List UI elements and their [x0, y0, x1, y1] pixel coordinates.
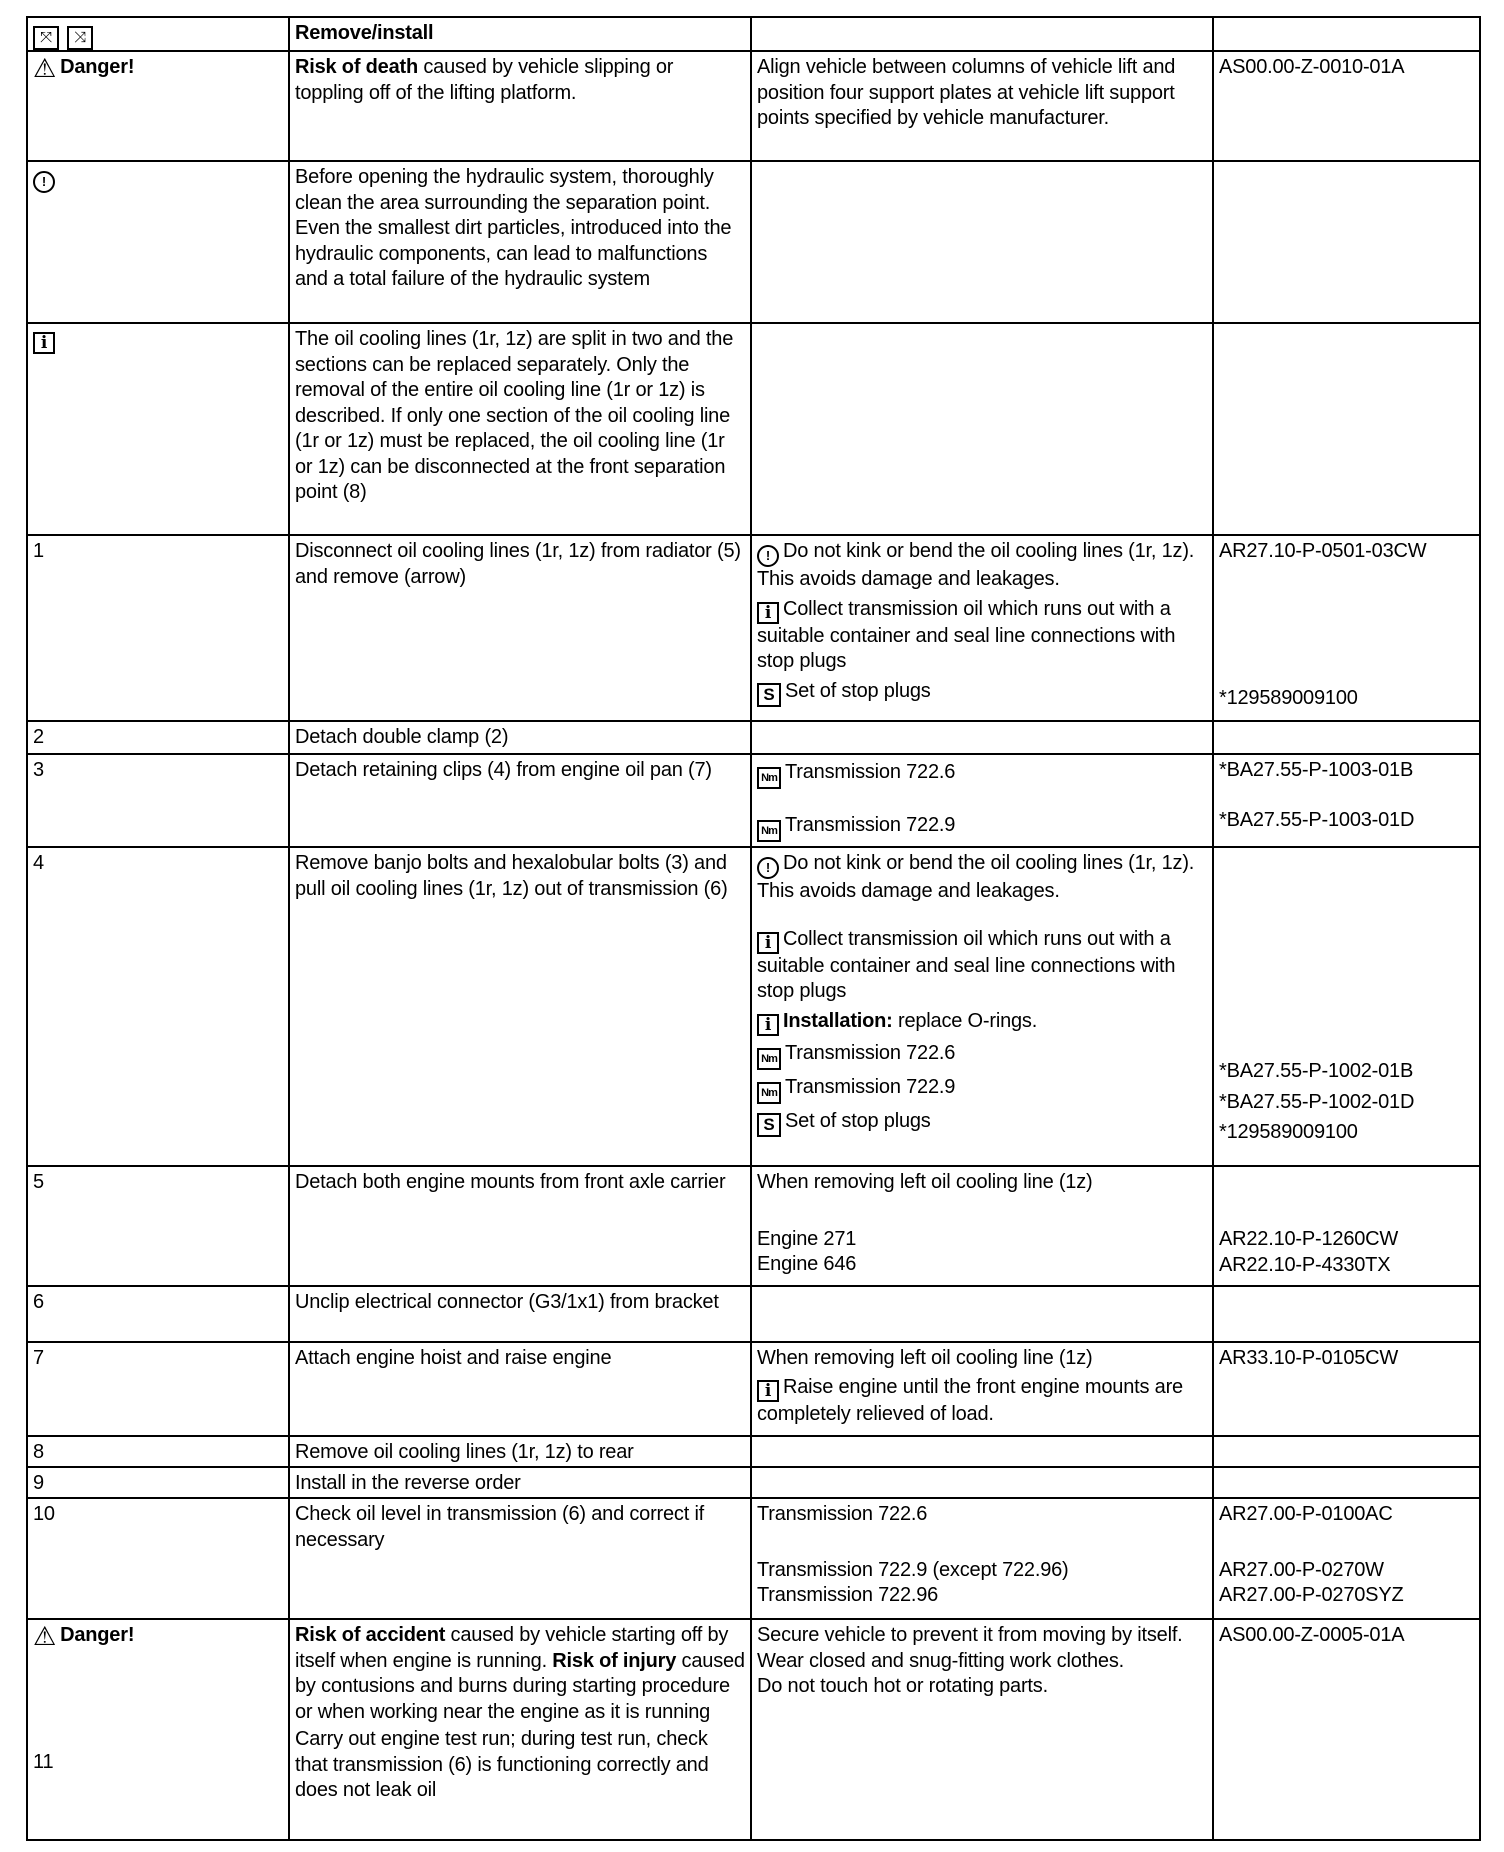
caution-icon: !: [33, 171, 55, 193]
note: Transmission 722.9: [785, 814, 956, 836]
info-icon: i: [757, 602, 779, 624]
info-icon: i: [757, 932, 779, 954]
step-text: Check oil level in transmission (6) and correct if necessary: [289, 1498, 751, 1619]
table-row: [27, 721, 1480, 754]
risk-label: Risk of injury: [552, 1649, 677, 1672]
step-number: 9: [27, 1467, 289, 1498]
step-number: 11: [33, 1751, 54, 1773]
note: Do not kink or bend the oil cooling lines (1r, 1z). This avoids damage and leakages.: [757, 540, 1195, 590]
step-text: Remove oil cooling lines (1r, 1z) to rear: [289, 1436, 751, 1467]
document-link[interactable]: AR27.00-P-0270SYZ: [1219, 1584, 1404, 1606]
table-row: [27, 535, 1480, 721]
procedure-table: [26, 16, 1481, 1841]
note: Transmission 722.6: [757, 1503, 928, 1525]
note: Transmission 722.9: [785, 1075, 956, 1098]
step-text: Carry out engine test run; during test run, check that transmission (6) is functioning correctly and does not leak oil: [295, 1728, 709, 1801]
document-link[interactable]: AR27.00-P-0100AC: [1219, 1503, 1393, 1525]
table-row: [27, 1619, 1480, 1840]
table-row: [27, 1166, 1480, 1286]
step-number: 10: [27, 1498, 289, 1619]
special-tool-icon: S: [757, 683, 781, 707]
table-row: [27, 1498, 1480, 1619]
step-number: 6: [27, 1286, 289, 1342]
info-icon: i: [33, 332, 55, 354]
document-link[interactable]: AR22.10-P-1260CW: [1219, 1228, 1399, 1250]
step-number: 2: [27, 721, 289, 754]
step-text: Attach engine hoist and raise engine: [289, 1342, 751, 1436]
table-row: [27, 1342, 1480, 1436]
table-row: [27, 754, 1480, 847]
danger-label: Danger!: [60, 1624, 135, 1647]
step-number: 7: [27, 1342, 289, 1436]
document-link[interactable]: AS00.00-Z-0005-01A: [1219, 1624, 1405, 1646]
torque-icon: Nm: [757, 767, 781, 789]
risk-text: caused by vehicle starting off by itself when engine is running.: [295, 1624, 729, 1672]
note: Set of stop plugs: [785, 1109, 931, 1132]
step-text: Detach retaining clips (4) from engine oil pan (7): [289, 754, 751, 847]
note: Transmission 722.6: [785, 1041, 956, 1064]
info-icon: i: [757, 1014, 779, 1036]
document-link[interactable]: AR27.00-P-0270W: [1219, 1558, 1384, 1581]
step-text: Remove banjo bolts and hexalobular bolts (3) and pull oil cooling lines (1r, 1z) out of transmission (6): [289, 847, 751, 1166]
note: Collect transmission oil which runs out with a suitable container and seal line connections with stop plugs: [757, 927, 1176, 1002]
table-row: [27, 847, 1480, 1166]
note: Do not touch hot or rotating parts.: [757, 1675, 1048, 1697]
step-number: 1: [27, 535, 289, 721]
note: Transmission 722.9 (except 722.96): [757, 1558, 1069, 1581]
remove-icon: ⤧: [33, 26, 59, 50]
table-row: [27, 1467, 1480, 1498]
torque-spec-link[interactable]: *BA27.55-P-1002-01B: [1219, 1060, 1414, 1082]
tool-number[interactable]: *129589009100: [1219, 686, 1358, 709]
risk-label: Risk of accident: [295, 1624, 446, 1646]
tool-number[interactable]: *129589009100: [1219, 1121, 1358, 1143]
note: When removing left oil cooling line (1z): [757, 1171, 1093, 1193]
table-row: [27, 1286, 1480, 1342]
torque-spec-link[interactable]: *BA27.55-P-1002-01D: [1219, 1090, 1415, 1113]
risk-label: Risk of death: [295, 56, 418, 78]
table-row: [27, 51, 1480, 161]
note: Engine 646: [757, 1253, 857, 1275]
torque-spec-link[interactable]: *BA27.55-P-1003-01D: [1219, 808, 1415, 831]
step-text: Detach both engine mounts from front axle carrier: [289, 1166, 751, 1286]
risk-text: caused by contusions and burns during starting procedure or when working near the engine as it is running: [295, 1649, 745, 1723]
document-link[interactable]: AR22.10-P-4330TX: [1219, 1253, 1391, 1276]
note: Engine 271: [757, 1227, 857, 1250]
step-text: Disconnect oil cooling lines (1r, 1z) from radiator (5) and remove (arrow): [289, 535, 751, 721]
special-tool-icon: S: [757, 1113, 781, 1137]
note: Set of stop plugs: [785, 679, 931, 702]
risk-text: caused by vehicle slipping or toppling off of the lifting platform.: [295, 56, 674, 104]
info-icon: i: [757, 1380, 779, 1402]
step-number: 5: [27, 1166, 289, 1286]
header-row: [27, 17, 1480, 51]
notes: Align vehicle between columns of vehicle lift and position four support plates at vehicle lift support points specified by vehicle manufacturer.: [751, 51, 1213, 161]
torque-icon: Nm: [757, 1048, 781, 1070]
table-row: [27, 323, 1480, 535]
note: Secure vehicle to prevent it from moving by itself.: [757, 1624, 1183, 1646]
note: replace O-rings.: [892, 1009, 1038, 1032]
warning-triangle-icon: ⚠: [33, 53, 57, 83]
note: Transmission 722.6: [785, 761, 956, 783]
torque-spec-link[interactable]: *BA27.55-P-1003-01B: [1219, 759, 1414, 781]
note: Do not kink or bend the oil cooling lines (1r, 1z). This avoids damage and leakages.: [757, 852, 1195, 902]
note: When removing left oil cooling line (1z): [757, 1347, 1093, 1369]
torque-icon: Nm: [757, 820, 781, 842]
note: Wear closed and snug-fitting work clothes.: [757, 1649, 1124, 1672]
install-icon: ⤨: [67, 26, 93, 50]
document-link[interactable]: AR27.10-P-0501-03CW: [1219, 540, 1427, 562]
step-text: Unclip electrical connector (G3/1x1) from bracket: [289, 1286, 751, 1342]
torque-icon: Nm: [757, 1082, 781, 1104]
danger-label: Danger!: [60, 56, 135, 79]
step-text: Before opening the hydraulic system, thoroughly clean the area surrounding the separation point. Even the smallest dirt particles, introduced into the hydraulic components, can lead to malfunctions and a total failure of the hydraulic system: [289, 161, 751, 323]
step-text: Detach double clamp (2): [289, 721, 751, 754]
warning-triangle-icon: ⚠: [33, 1621, 57, 1651]
note: Collect transmission oil which runs out with a suitable container and seal line connections with stop plugs: [757, 597, 1176, 672]
note-label: Installation:: [783, 1009, 893, 1032]
table-row: [27, 1436, 1480, 1467]
step-number: 3: [27, 754, 289, 847]
caution-icon: !: [757, 857, 779, 879]
table-row: [27, 161, 1480, 323]
step-number: 8: [27, 1436, 289, 1467]
document-link[interactable]: AR33.10-P-0105CW: [1219, 1347, 1399, 1369]
step-number: 4: [27, 847, 289, 1166]
document-link[interactable]: AS00.00-Z-0010-01A: [1219, 56, 1405, 78]
step-text: Install in the reverse order: [289, 1467, 751, 1498]
note: Raise engine until the front engine mounts are completely relieved of load.: [757, 1375, 1183, 1425]
step-text: The oil cooling lines (1r, 1z) are split in two and the sections can be replaced separately. Only the removal of the entire oil cooling line (1r or 1z) is described. If only one section of the oil cooling line (1r or 1z) must be replaced, the oil cooling line (1r or 1z) can be disconnected at the front separation point (8): [289, 323, 751, 535]
caution-icon: !: [757, 545, 779, 567]
note: Transmission 722.96: [757, 1584, 939, 1606]
section-title: Remove/install: [295, 22, 434, 44]
